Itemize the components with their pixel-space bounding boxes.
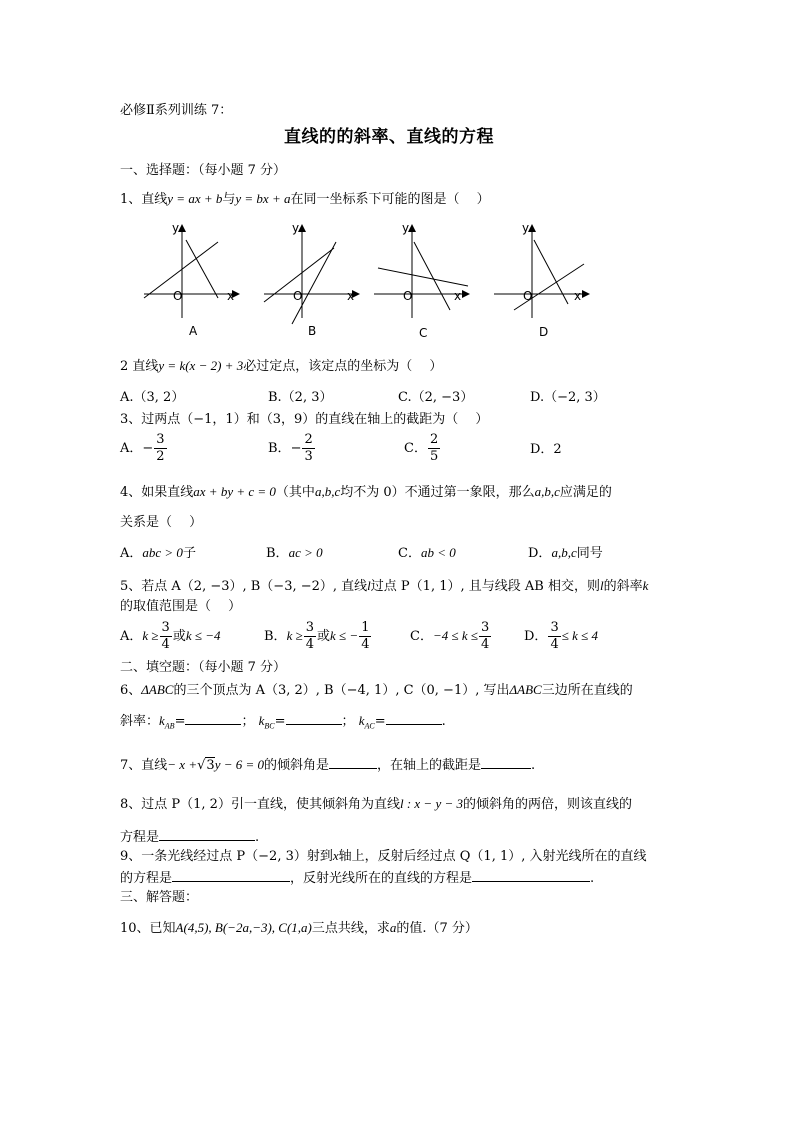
q3-a-den: 2 bbox=[156, 449, 165, 464]
q5-option-c bbox=[410, 620, 492, 653]
question-4 bbox=[120, 484, 612, 501]
q2-option-a: A.（3, 2） bbox=[120, 390, 185, 405]
q1-eq2: y = bx + a bbox=[235, 191, 291, 206]
q3-a-num: 3 bbox=[156, 432, 165, 447]
question-2 bbox=[120, 358, 442, 375]
q3-option-d: D．2 bbox=[530, 442, 562, 457]
q4-option-a bbox=[120, 545, 196, 562]
q8-end: . bbox=[255, 830, 260, 845]
graph-d-x-label: x bbox=[574, 289, 582, 303]
q7-sqrt-arg: 3 bbox=[206, 758, 215, 773]
q5-b-num: 3 bbox=[305, 620, 314, 635]
graph-a-label: A bbox=[189, 324, 198, 338]
q4-vars2: a,b,c bbox=[534, 484, 560, 499]
q4-b-eq: ac > 0 bbox=[288, 545, 323, 560]
q5-b-fraction bbox=[304, 620, 316, 653]
q5-option-d bbox=[524, 620, 598, 653]
q4-d-label: D． bbox=[528, 546, 552, 561]
q4-line2: 关系是（ ） bbox=[120, 515, 203, 530]
q5-a-num: 3 bbox=[161, 620, 170, 635]
q5-d-num: 3 bbox=[550, 620, 559, 635]
q5-var-l2: l bbox=[599, 578, 604, 593]
q1-mid: 与 bbox=[222, 192, 236, 207]
graph-c-origin: O bbox=[403, 289, 413, 303]
q4-mid1: （其中 bbox=[275, 485, 315, 500]
q3-b-den: 3 bbox=[304, 449, 313, 464]
q9-line2 bbox=[120, 869, 594, 887]
q5-pre: 5、若点 A（2, −3）, B（−3, −2）, 直线 bbox=[120, 579, 368, 594]
q8-post: 的倾斜角的两倍，则该直线的 bbox=[463, 797, 633, 812]
q8-line2-label: 方程是 bbox=[120, 830, 160, 845]
q5-var-k: k bbox=[642, 578, 649, 593]
graph-d-origin: O bbox=[523, 289, 533, 303]
question-7: 7、直线− x +√3y − 6 = 0的倾斜角是 ，在轴上的截距是 . bbox=[120, 757, 536, 773]
q10-var: a bbox=[389, 920, 397, 935]
q4-vars: a,b,c bbox=[314, 484, 341, 499]
graph-c bbox=[368, 218, 478, 338]
q5-post: 的斜率 bbox=[603, 579, 643, 594]
graph-c-y-label: y bbox=[402, 221, 410, 235]
q10-mid: 三点共线，求 bbox=[311, 921, 390, 936]
q3-b-fraction bbox=[302, 432, 314, 465]
q9-var-x: x bbox=[332, 848, 339, 863]
q5-b-den2: 4 bbox=[361, 637, 370, 652]
q4-a-label: A． bbox=[120, 546, 143, 561]
q3-c-num: 2 bbox=[429, 432, 439, 447]
q3-a-label: A． bbox=[120, 441, 143, 456]
q4-d-tail: 同号 bbox=[576, 546, 603, 561]
q2-eq: y = k(x − 2) + 3 bbox=[158, 358, 244, 373]
blank-q9-incident[interactable] bbox=[172, 869, 290, 882]
k-bc: $k_{BC}$ bbox=[258, 713, 275, 731]
q5-a-pre: k ≥ bbox=[142, 628, 159, 643]
q4-c-eq: ab < 0 bbox=[420, 545, 456, 560]
q5-b-mid: 或 bbox=[317, 629, 331, 644]
q10-post: 的值.（7 分） bbox=[396, 921, 478, 936]
q10-pre: 10、已知 bbox=[120, 921, 176, 936]
q7-mid2: ，在轴上的截距是 bbox=[377, 758, 482, 773]
k-ab: $k_{AB}$ bbox=[159, 713, 175, 731]
blank-k-bc[interactable] bbox=[286, 712, 342, 725]
q5-c-fraction bbox=[479, 620, 491, 653]
blank-q8[interactable] bbox=[159, 828, 255, 841]
question-9 bbox=[120, 848, 647, 865]
graph-c-label: C bbox=[419, 326, 428, 340]
q10-eq: A(4,5), B(−2a,−3), C(1,a) bbox=[175, 920, 312, 935]
q3-b-sign: − bbox=[290, 441, 302, 456]
question-5 bbox=[120, 578, 648, 595]
q6-line2: 斜率：$k_{AB}=$ ； $k_{BC}=$ ； $k_{AC}=$ . bbox=[120, 713, 446, 731]
question-6 bbox=[120, 682, 633, 699]
q7-mid: 的倾斜角是 bbox=[264, 758, 330, 773]
q2-pre: 2 直线 bbox=[120, 359, 159, 374]
blank-k-ab[interactable] bbox=[185, 712, 241, 725]
q5-a-fraction bbox=[160, 620, 172, 653]
question-3: 3、过两点（−1，1）和（3，9）的直线在轴上的截距为（ ） bbox=[120, 412, 489, 427]
q3-a-sign: − bbox=[142, 441, 154, 456]
q6-tri: ΔABC bbox=[141, 682, 174, 697]
q3-option-a bbox=[120, 432, 168, 465]
q5-b-label: B． bbox=[264, 629, 287, 644]
q9-end: . bbox=[590, 871, 595, 886]
q5-a-label: A． bbox=[120, 629, 143, 644]
q1-eq1: y = ax + b bbox=[167, 191, 223, 206]
k-bc-sub: BC bbox=[264, 721, 275, 731]
q5-var-l: l bbox=[367, 578, 371, 593]
graph-a bbox=[138, 218, 248, 338]
q5-b-num2: 1 bbox=[361, 620, 370, 635]
q6-slope-label: 斜率： bbox=[120, 714, 160, 729]
q5-a-den: 4 bbox=[161, 637, 170, 652]
q4-a-tail: 子 bbox=[182, 546, 196, 561]
q9-line2a: 的方程是 bbox=[120, 871, 173, 886]
q5-b-fraction2 bbox=[359, 620, 371, 653]
q6-post: 三边所在直线的 bbox=[541, 683, 633, 698]
q5-a-post: k ≤ −4 bbox=[185, 628, 221, 643]
q5-option-b bbox=[264, 620, 372, 653]
graph-d-label: D bbox=[539, 325, 549, 339]
q4-d-eq: a,b,c bbox=[551, 545, 577, 560]
q5-b-den: 4 bbox=[305, 637, 314, 652]
section1-heading: 一、选择题：（每小题 7 分） bbox=[120, 163, 287, 178]
graph-b bbox=[258, 218, 368, 338]
q5-d-den: 4 bbox=[550, 637, 559, 652]
q4-pre: 4、如果直线 bbox=[120, 485, 194, 500]
q5-b-pre: k ≥ bbox=[286, 628, 303, 643]
q7-eq-a: − x + bbox=[167, 757, 198, 772]
q8-pre: 8、过点 P（1, 2）引一直线，使其倾斜角为直线 bbox=[120, 797, 400, 812]
graph-b-y-label: y bbox=[292, 221, 300, 235]
blank-q9-reflected[interactable] bbox=[472, 869, 590, 882]
section3-heading: 三、解答题： bbox=[120, 890, 199, 905]
q4-c-label: C． bbox=[398, 546, 421, 561]
q6-pre: 6、 bbox=[120, 683, 142, 698]
q2-option-c: C.（2, −3） bbox=[398, 390, 474, 405]
q5-d-fraction bbox=[548, 620, 560, 653]
q3-option-b bbox=[268, 432, 316, 465]
q4-post: 应满足的 bbox=[559, 485, 612, 500]
q5-a-mid: 或 bbox=[172, 629, 186, 644]
q8-line2 bbox=[120, 828, 259, 846]
q3-c-label: C． bbox=[404, 441, 427, 456]
q5-line2: 的取值范围是（ ） bbox=[120, 599, 242, 614]
graph-a-origin: O bbox=[173, 289, 183, 303]
graph-a-y-label: y bbox=[172, 221, 180, 235]
q5-option-a bbox=[120, 620, 221, 653]
q1-post: 在同一坐标系下可能的图是（ ） bbox=[290, 192, 490, 207]
q4-option-b bbox=[266, 545, 323, 562]
graph-c-x-label: x bbox=[454, 289, 462, 303]
q8-eq: l : x − y − 3 bbox=[399, 796, 463, 811]
q5-c-pre: −4 ≤ k ≤ bbox=[432, 628, 479, 643]
graph-b-origin: O bbox=[293, 289, 303, 303]
q4-a-eq: abc > 0 bbox=[142, 545, 183, 560]
q6-tri2: ΔABC bbox=[509, 682, 542, 697]
blank-k-ac[interactable] bbox=[386, 712, 442, 725]
graph-d-y-label: y bbox=[522, 221, 530, 235]
q2-post: 必过定点，该定点的坐标为（ ） bbox=[243, 359, 443, 374]
question-1 bbox=[120, 191, 490, 208]
question-10 bbox=[120, 920, 478, 937]
q3-b-num: 2 bbox=[304, 432, 313, 447]
graph-d bbox=[488, 218, 598, 338]
q7-end: . bbox=[531, 758, 536, 773]
q1-pre: 1、直线 bbox=[120, 192, 168, 207]
q3-c-fraction bbox=[428, 432, 440, 465]
page-title: 直线的的斜率、直线的方程 bbox=[284, 127, 494, 147]
q5-c-den: 4 bbox=[481, 637, 490, 652]
q3-c-den: 5 bbox=[429, 449, 439, 464]
q5-c-label: C． bbox=[410, 629, 433, 644]
q4-option-c bbox=[398, 545, 456, 562]
q5-d-label: D． bbox=[524, 629, 548, 644]
q7-eq-b: y − 6 = 0 bbox=[214, 757, 265, 772]
k-ac-sub: AC bbox=[364, 721, 375, 731]
series-header: 必修Ⅱ系列训练 7： bbox=[120, 103, 233, 118]
q9-line2b: ，反射光线所在的直线的方程是 bbox=[290, 871, 473, 886]
graph-b-x-label: x bbox=[347, 289, 355, 303]
q2-option-d: D.（−2, 3） bbox=[530, 390, 606, 405]
q4-b-label: B． bbox=[266, 546, 289, 561]
blank-q7-intercept[interactable] bbox=[481, 756, 531, 769]
q7-pre: 7、直线 bbox=[120, 758, 168, 773]
k-ac: $k_{AC}$ bbox=[358, 713, 375, 731]
q5-b-post: k ≤ − bbox=[330, 628, 359, 643]
q9-post: 轴上，反射后经过点 Q（1, 1）, 入射光线所在的直线 bbox=[338, 849, 647, 864]
q6-mid: 的三个顶点为 A（3, 2）, B（−4, 1）, C（0, −1）, 写出 bbox=[173, 683, 510, 698]
q4-option-d bbox=[528, 545, 603, 562]
graph-b-label: B bbox=[308, 324, 317, 338]
q5-d-post: ≤ k ≤ 4 bbox=[561, 628, 599, 643]
q3-option-c bbox=[404, 432, 441, 465]
q9-pre: 9、一条光线经过点 P（−2, 3）射到 bbox=[120, 849, 333, 864]
question-8 bbox=[120, 796, 632, 813]
q5-mid: 过点 P（1, 1）, 且与线段 AB 相交，则 bbox=[370, 579, 600, 594]
q4-mid2: 均不为 0）不通过第一象限，那么 bbox=[340, 485, 535, 500]
graph-a-x-label: x bbox=[227, 289, 235, 303]
q5-c-num: 3 bbox=[481, 620, 490, 635]
q3-a-fraction bbox=[154, 432, 166, 465]
blank-q7-angle[interactable] bbox=[329, 756, 377, 769]
q3-b-label: B． bbox=[268, 441, 291, 456]
k-ab-sub: AB bbox=[164, 721, 175, 731]
q4-eq: ax + by + c = 0 bbox=[193, 484, 276, 499]
section2-heading: 二、填空题：（每小题 7 分） bbox=[120, 660, 287, 675]
q2-option-b: B.（2, 3） bbox=[268, 390, 333, 405]
